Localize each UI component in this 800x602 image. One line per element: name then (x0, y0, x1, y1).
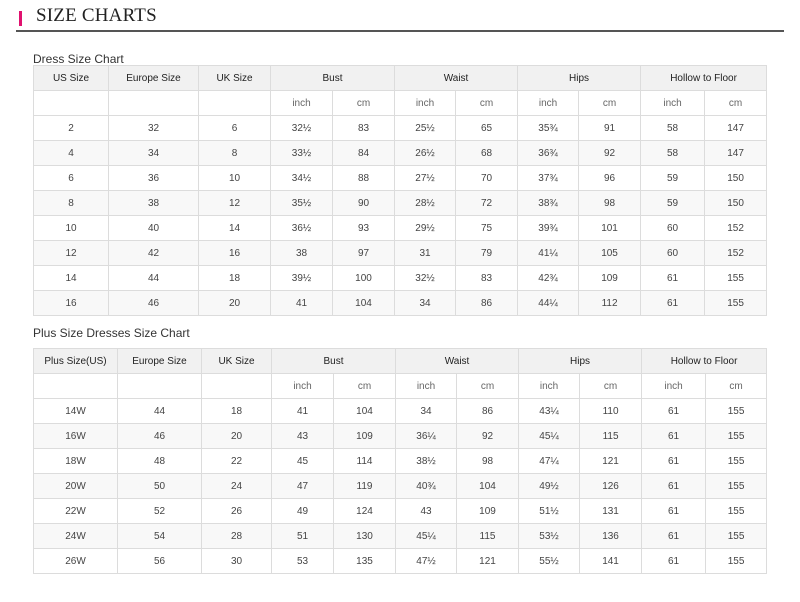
dress-table-cell: 37¾ (518, 166, 579, 191)
dress-table-cell: 75 (456, 216, 518, 241)
dress-table-cell: 86 (456, 291, 518, 316)
plus-table-cell: 126 (580, 474, 642, 499)
dress-table-cell: 38 (109, 191, 199, 216)
dress-table-cell: 98 (579, 191, 641, 216)
dress-table-cell: 92 (579, 141, 641, 166)
dress-table-cell: 90 (333, 191, 395, 216)
dress-table-cell: 65 (456, 116, 518, 141)
plus-table-cell: 104 (334, 399, 396, 424)
plus-table-cell: 54 (118, 524, 202, 549)
plus-unit-cell: cm (457, 374, 519, 399)
plus-table-cell: 155 (706, 449, 767, 474)
plus-table-row (34, 474, 767, 499)
header-divider (16, 30, 784, 32)
plus-table-cell: 61 (642, 449, 706, 474)
dress-col-header: Hollow to Floor (641, 66, 767, 91)
dress-table-row (34, 116, 767, 141)
dress-table-cell: 8 (34, 191, 109, 216)
plus-col-header: Waist (396, 349, 519, 374)
plus-table-cell: 38½ (396, 449, 457, 474)
plus-table-cell: 155 (706, 549, 767, 574)
plus-table-cell: 43 (396, 499, 457, 524)
dress-table-cell: 112 (579, 291, 641, 316)
dress-table-row (34, 141, 767, 166)
dress-table-cell: 36½ (271, 216, 333, 241)
plus-table-cell: 53 (272, 549, 334, 574)
plus-col-header: Bust (272, 349, 396, 374)
dress-table-cell: 8 (199, 141, 271, 166)
plus-table-cell: 121 (457, 549, 519, 574)
dress-table-cell: 34 (395, 291, 456, 316)
dress-table-cell: 38¾ (518, 191, 579, 216)
plus-table-cell: 20 (202, 424, 272, 449)
dress-col-header: US Size (34, 66, 109, 91)
dress-table-cell: 96 (579, 166, 641, 191)
plus-table-cell: 16W (34, 424, 118, 449)
plus-unit-cell: cm (580, 374, 642, 399)
dress-table-cell: 36¾ (518, 141, 579, 166)
plus-table-cell: 109 (334, 424, 396, 449)
plus-table-cell: 155 (706, 399, 767, 424)
plus-table-cell: 61 (642, 549, 706, 574)
dress-unit-cell: cm (705, 91, 767, 116)
dress-table-cell: 42¾ (518, 266, 579, 291)
dress-table-cell: 12 (34, 241, 109, 266)
plus-table-cell: 55½ (519, 549, 580, 574)
dress-header-row (34, 66, 767, 91)
dress-table-cell: 59 (641, 166, 705, 191)
dress-table-cell: 35½ (271, 191, 333, 216)
plus-table-cell: 61 (642, 524, 706, 549)
dress-table-cell: 150 (705, 166, 767, 191)
plus-table-cell: 51 (272, 524, 334, 549)
dress-table-cell: 72 (456, 191, 518, 216)
dress-table-cell: 32½ (271, 116, 333, 141)
dress-table-cell: 12 (199, 191, 271, 216)
dress-table-cell: 60 (641, 241, 705, 266)
dress-table-cell: 147 (705, 141, 767, 166)
plus-table-cell: 49 (272, 499, 334, 524)
plus-table-cell: 47¼ (519, 449, 580, 474)
plus-table-cell: 155 (706, 424, 767, 449)
plus-table-cell: 24W (34, 524, 118, 549)
plus-table-cell: 48 (118, 449, 202, 474)
plus-table-row (34, 399, 767, 424)
dress-col-header: Bust (271, 66, 395, 91)
dress-table-cell: 105 (579, 241, 641, 266)
dress-table-cell: 10 (34, 216, 109, 241)
plus-table-cell: 26W (34, 549, 118, 574)
plus-table-cell: 56 (118, 549, 202, 574)
dress-table-cell: 36 (109, 166, 199, 191)
plus-table-cell: 26 (202, 499, 272, 524)
plus-table-cell: 22W (34, 499, 118, 524)
plus-units-row (34, 374, 767, 399)
plus-table-cell: 51½ (519, 499, 580, 524)
dress-table-cell: 88 (333, 166, 395, 191)
dress-table-cell: 91 (579, 116, 641, 141)
page-title: SIZE CHARTS (36, 5, 157, 26)
dress-table-row (34, 266, 767, 291)
plus-table-cell: 98 (457, 449, 519, 474)
dress-units-blank-cell (109, 91, 199, 116)
dress-unit-cell: cm (579, 91, 641, 116)
plus-table-cell: 43 (272, 424, 334, 449)
dress-table-cell: 35¾ (518, 116, 579, 141)
dress-table-cell: 61 (641, 291, 705, 316)
dress-table-cell: 38 (271, 241, 333, 266)
dress-unit-cell: inch (518, 91, 579, 116)
dress-table-row (34, 166, 767, 191)
plus-table-cell: 22 (202, 449, 272, 474)
dress-table-cell: 34½ (271, 166, 333, 191)
dress-table-cell: 40 (109, 216, 199, 241)
dress-units-row (34, 91, 767, 116)
dress-units-blank-cell (199, 91, 271, 116)
dress-table-cell: 83 (456, 266, 518, 291)
dress-table-cell: 155 (705, 291, 767, 316)
dress-table-cell: 10 (199, 166, 271, 191)
plus-table-cell: 115 (457, 524, 519, 549)
plus-table-cell: 104 (457, 474, 519, 499)
plus-table-cell: 109 (457, 499, 519, 524)
plus-units-blank-cell (34, 374, 118, 399)
plus-table-cell: 41 (272, 399, 334, 424)
plus-unit-cell: inch (396, 374, 457, 399)
dress-table-cell: 44 (109, 266, 199, 291)
dress-table-cell: 59 (641, 191, 705, 216)
plus-chart-title: Plus Size Dresses Size Chart (33, 326, 190, 340)
plus-table-cell: 135 (334, 549, 396, 574)
plus-table-cell: 110 (580, 399, 642, 424)
dress-table-row (34, 291, 767, 316)
dress-table-cell: 58 (641, 141, 705, 166)
dress-unit-cell: inch (271, 91, 333, 116)
dress-table-cell: 155 (705, 266, 767, 291)
dress-table-cell: 41¼ (518, 241, 579, 266)
plus-table-cell: 119 (334, 474, 396, 499)
dress-table-cell: 18 (199, 266, 271, 291)
plus-table-cell: 20W (34, 474, 118, 499)
plus-unit-cell: cm (706, 374, 767, 399)
plus-table-cell: 34 (396, 399, 457, 424)
dress-col-header: Hips (518, 66, 641, 91)
dress-table-cell: 60 (641, 216, 705, 241)
plus-table-cell: 45¼ (396, 524, 457, 549)
plus-table-cell: 114 (334, 449, 396, 474)
dress-table-cell: 33½ (271, 141, 333, 166)
plus-header-row (34, 349, 767, 374)
dress-table-cell: 44¼ (518, 291, 579, 316)
plus-table-cell: 86 (457, 399, 519, 424)
dress-table-cell: 109 (579, 266, 641, 291)
plus-col-header: Hollow to Floor (642, 349, 767, 374)
plus-table-row (34, 524, 767, 549)
dress-unit-cell: cm (333, 91, 395, 116)
dress-table-cell: 20 (199, 291, 271, 316)
dress-table-cell: 27½ (395, 166, 456, 191)
dress-table-cell: 6 (199, 116, 271, 141)
dress-size-table (33, 65, 767, 316)
plus-table-cell: 61 (642, 474, 706, 499)
dress-table-cell: 100 (333, 266, 395, 291)
dress-table-cell: 39¾ (518, 216, 579, 241)
dress-table-cell: 84 (333, 141, 395, 166)
dress-chart-title: Dress Size Chart (33, 52, 124, 66)
plus-table-cell: 155 (706, 474, 767, 499)
plus-table-cell: 36¼ (396, 424, 457, 449)
plus-table-cell: 141 (580, 549, 642, 574)
dress-table-cell: 25½ (395, 116, 456, 141)
dress-table-row (34, 241, 767, 266)
plus-units-blank-cell (202, 374, 272, 399)
dress-table-cell: 147 (705, 116, 767, 141)
dress-table-cell: 34 (109, 141, 199, 166)
dress-table-cell: 26½ (395, 141, 456, 166)
plus-table-cell: 155 (706, 524, 767, 549)
plus-table-cell: 28 (202, 524, 272, 549)
plus-table-row (34, 549, 767, 574)
dress-units-blank-cell (34, 91, 109, 116)
dress-table-cell: 97 (333, 241, 395, 266)
plus-table-cell: 121 (580, 449, 642, 474)
dress-col-header: Waist (395, 66, 518, 91)
plus-table-cell: 47 (272, 474, 334, 499)
dress-table-row (34, 191, 767, 216)
dress-table-cell: 70 (456, 166, 518, 191)
plus-col-header: Europe Size (118, 349, 202, 374)
plus-unit-cell: inch (519, 374, 580, 399)
plus-table-cell: 61 (642, 424, 706, 449)
plus-col-header: UK Size (202, 349, 272, 374)
dress-table-cell: 152 (705, 241, 767, 266)
plus-table-row (34, 424, 767, 449)
dress-table-cell: 16 (34, 291, 109, 316)
plus-table-row (34, 499, 767, 524)
dress-table-cell: 104 (333, 291, 395, 316)
plus-table-cell: 131 (580, 499, 642, 524)
plus-col-header: Hips (519, 349, 642, 374)
plus-table-cell: 46 (118, 424, 202, 449)
header-accent-bar (19, 11, 22, 26)
dress-table-cell: 28½ (395, 191, 456, 216)
plus-table-cell: 53½ (519, 524, 580, 549)
plus-table-cell: 30 (202, 549, 272, 574)
dress-table-cell: 83 (333, 116, 395, 141)
plus-col-header: Plus Size(US) (34, 349, 118, 374)
plus-table-cell: 45 (272, 449, 334, 474)
dress-table-cell: 42 (109, 241, 199, 266)
dress-table-cell: 152 (705, 216, 767, 241)
plus-table-cell: 61 (642, 399, 706, 424)
dress-table-cell: 58 (641, 116, 705, 141)
dress-table-row (34, 216, 767, 241)
dress-unit-cell: inch (395, 91, 456, 116)
plus-unit-cell: inch (642, 374, 706, 399)
dress-table-cell: 4 (34, 141, 109, 166)
dress-table-cell: 2 (34, 116, 109, 141)
dress-table-cell: 31 (395, 241, 456, 266)
dress-table-cell: 29½ (395, 216, 456, 241)
plus-table-cell: 49½ (519, 474, 580, 499)
dress-table-cell: 150 (705, 191, 767, 216)
dress-table-cell: 39½ (271, 266, 333, 291)
plus-table-cell: 92 (457, 424, 519, 449)
plus-unit-cell: cm (334, 374, 396, 399)
dress-table-cell: 46 (109, 291, 199, 316)
plus-table-cell: 18W (34, 449, 118, 474)
plus-table-cell: 155 (706, 499, 767, 524)
plus-size-table (33, 348, 767, 574)
plus-table-cell: 52 (118, 499, 202, 524)
plus-table-cell: 44 (118, 399, 202, 424)
dress-table-cell: 14 (34, 266, 109, 291)
plus-table-cell: 14W (34, 399, 118, 424)
dress-table-cell: 61 (641, 266, 705, 291)
dress-table-cell: 101 (579, 216, 641, 241)
dress-table-cell: 79 (456, 241, 518, 266)
dress-col-header: UK Size (199, 66, 271, 91)
plus-unit-cell: inch (272, 374, 334, 399)
dress-table-cell: 32 (109, 116, 199, 141)
plus-table-cell: 50 (118, 474, 202, 499)
dress-unit-cell: cm (456, 91, 518, 116)
dress-table-cell: 32½ (395, 266, 456, 291)
dress-table-cell: 93 (333, 216, 395, 241)
dress-col-header: Europe Size (109, 66, 199, 91)
dress-table-cell: 14 (199, 216, 271, 241)
plus-units-blank-cell (118, 374, 202, 399)
plus-table-cell: 136 (580, 524, 642, 549)
page-header (16, 4, 784, 32)
plus-table-row (34, 449, 767, 474)
plus-table-cell: 47½ (396, 549, 457, 574)
plus-table-cell: 115 (580, 424, 642, 449)
plus-table-cell: 18 (202, 399, 272, 424)
plus-table-cell: 24 (202, 474, 272, 499)
dress-table-cell: 16 (199, 241, 271, 266)
plus-table-cell: 40¾ (396, 474, 457, 499)
dress-table-cell: 41 (271, 291, 333, 316)
dress-table-cell: 6 (34, 166, 109, 191)
plus-table-cell: 45¼ (519, 424, 580, 449)
plus-table-cell: 130 (334, 524, 396, 549)
dress-unit-cell: inch (641, 91, 705, 116)
plus-table-cell: 61 (642, 499, 706, 524)
plus-table-cell: 124 (334, 499, 396, 524)
plus-table-cell: 43¼ (519, 399, 580, 424)
dress-table-cell: 68 (456, 141, 518, 166)
